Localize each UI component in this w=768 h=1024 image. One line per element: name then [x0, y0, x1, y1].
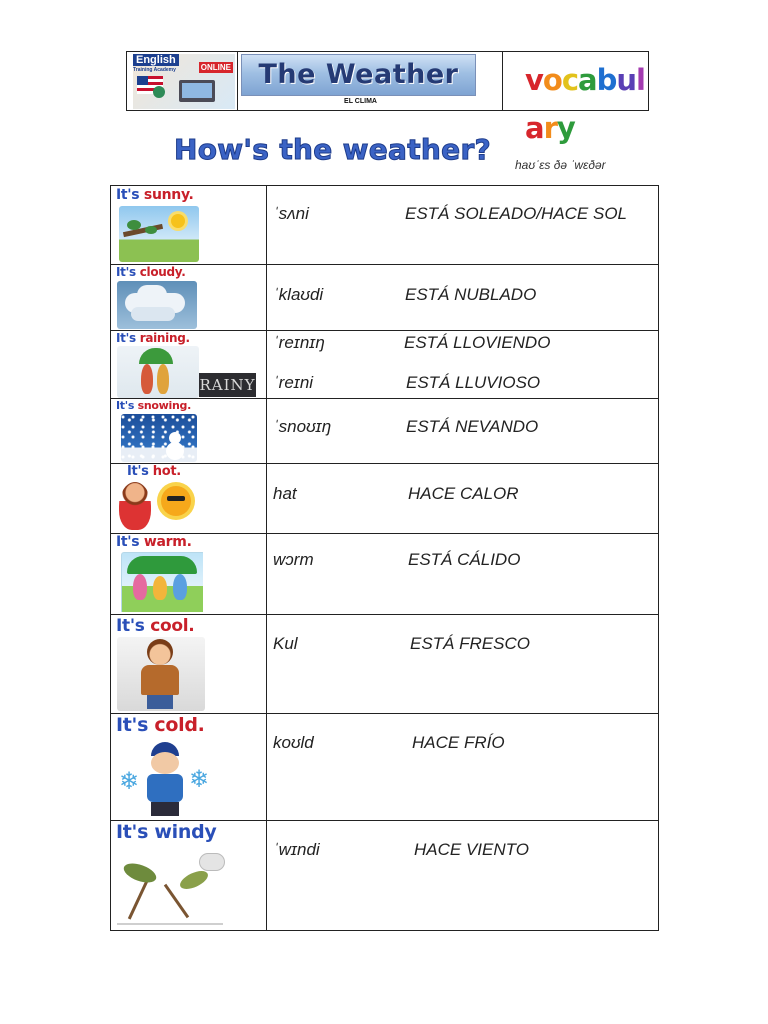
page-title: How's the weather?	[174, 133, 492, 166]
banner-subtitle: EL CLIMA	[344, 98, 377, 105]
logo-line2: Training Academy	[133, 67, 176, 73]
header-band	[126, 51, 649, 145]
phonetic-text: ˈklaʊdi	[273, 285, 324, 304]
spanish-text: ESTÁ CÁLIDO	[408, 550, 521, 569]
table-row	[111, 713, 658, 820]
vocabulary-cell	[503, 52, 648, 145]
phonetic-text: hat	[273, 484, 297, 503]
phonetic-text: ˈsnoʊɪŋ	[273, 417, 332, 436]
table-row	[111, 186, 658, 264]
vocabulary-letter: o	[542, 63, 562, 97]
vocabulary-letter: l	[636, 63, 645, 97]
vocabulary-letter: u	[616, 63, 637, 97]
spanish-text: ESTÁ FRESCO	[410, 634, 530, 653]
table-row	[111, 463, 658, 533]
cloudy-illustration	[117, 281, 197, 329]
warm-illustration	[121, 552, 203, 612]
logo-cell	[127, 52, 238, 110]
banner-cell	[238, 52, 503, 110]
table-row	[111, 614, 658, 713]
phonetic-text: ˈreɪnɪŋ	[273, 333, 325, 352]
hot-illustration	[117, 480, 199, 532]
row-caption: It's snowing.	[116, 399, 191, 412]
snowing-illustration	[121, 414, 197, 462]
row-caption: It's raining.	[116, 331, 190, 345]
title-phonetic: haʊˈɛs ðə ˈwɛðər	[515, 158, 606, 172]
vocabulary-wordart	[525, 56, 648, 152]
logo-badge: ONLINE	[200, 63, 231, 72]
laptop-icon	[179, 80, 215, 102]
spanish-text: HACE FRÍO	[412, 733, 505, 752]
phonetic-text-2: ˈreɪni	[273, 373, 314, 392]
phonetic-text: ˈsʌni	[273, 204, 309, 223]
row-caption: It's sunny.	[116, 187, 194, 203]
academy-logo	[133, 54, 235, 109]
spanish-text: HACE CALOR	[408, 484, 519, 503]
cool-illustration	[117, 637, 205, 711]
vocabulary-table	[110, 185, 659, 931]
vocabulary-letter: v	[525, 63, 543, 97]
row-caption: It's warm.	[116, 534, 192, 550]
vocabulary-letter: y	[556, 111, 575, 145]
spanish-text: ESTÁ NEVANDO	[406, 417, 539, 436]
table-row	[111, 330, 658, 398]
spanish-text: ESTÁ LLOVIENDO	[404, 333, 551, 352]
snowflake-icon: ❄	[189, 766, 210, 793]
row-caption: It's cloudy.	[116, 265, 186, 279]
row-caption: It's cool.	[116, 616, 195, 636]
table-row	[111, 533, 658, 614]
phonetic-text: Kul	[273, 634, 298, 653]
vocabulary-letter: a	[525, 111, 544, 145]
windy-illustration	[117, 847, 225, 929]
banner-title: The Weather	[258, 59, 459, 90]
spanish-text-2: ESTÁ LLUVIOSO	[406, 373, 541, 392]
phonetic-text: wɔrm	[273, 550, 314, 569]
row-caption: It's windy	[116, 821, 217, 843]
phonetic-text: koʊld	[273, 733, 314, 752]
raining-illustration	[117, 346, 199, 398]
vocabulary-letter: c	[561, 63, 579, 97]
sunny-illustration	[119, 206, 199, 262]
globe-icon	[153, 86, 165, 98]
cold-illustration	[117, 740, 215, 818]
logo-line1: English	[133, 54, 179, 66]
vocabulary-letter: b	[596, 63, 617, 97]
row-caption: It's hot.	[127, 464, 181, 479]
vocabulary-letter: a	[578, 63, 597, 97]
snowflake-icon: ❄	[119, 768, 140, 795]
spanish-text: ESTÁ NUBLADO	[405, 285, 537, 304]
row-caption: It's cold.	[116, 714, 205, 736]
phonetic-text: ˈwɪndi	[273, 840, 320, 859]
banner	[241, 54, 476, 96]
spanish-text: HACE VIENTO	[414, 840, 529, 859]
table-row	[111, 398, 658, 463]
table-row	[111, 820, 658, 931]
rainy-label: RAINY	[199, 373, 256, 397]
table-row	[111, 264, 658, 330]
vocabulary-letter: r	[543, 111, 557, 145]
spanish-text: ESTÁ SOLEADO/HACE SOL	[405, 204, 628, 223]
